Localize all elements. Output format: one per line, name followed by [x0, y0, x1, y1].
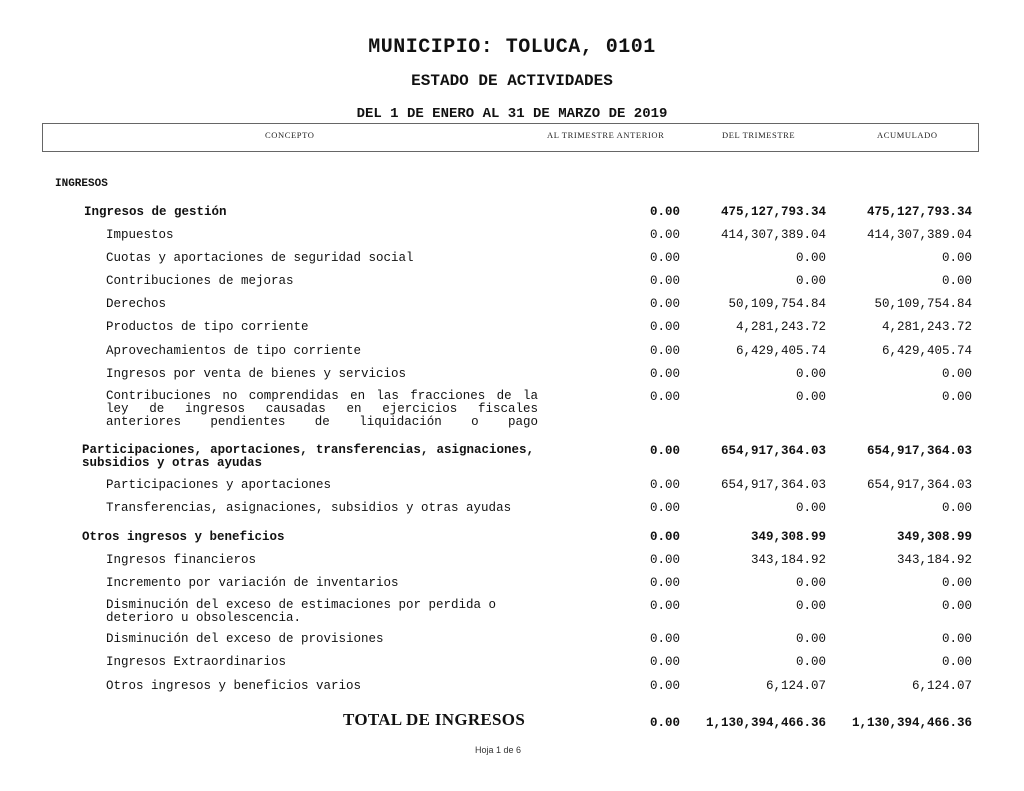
value-trimestre: 6,124.07	[765, 679, 826, 693]
value-acumulado: 475,127,793.34	[866, 205, 972, 219]
row-label: Impuestos	[106, 228, 174, 242]
value-acumulado: 0.00	[941, 599, 972, 613]
value-anterior: 0.00	[649, 228, 680, 242]
value-acumulado: 0.00	[941, 274, 972, 288]
row-label: Incremento por variación de inventarios	[106, 576, 399, 590]
value-anterior: 0.00	[649, 553, 680, 567]
row-label: Contribuciones no comprendidas en las fracciones de la ley de ingresos causadas en ejercicios fiscales anteriores pendientes de liquidación o pago	[106, 389, 538, 429]
total-label: TOTAL DE INGRESOS	[343, 710, 526, 729]
value-trimestre: 475,127,793.34	[720, 205, 826, 219]
value-anterior: 0.00	[649, 297, 680, 311]
value-anterior: 0.00	[649, 478, 680, 492]
row-label: Otros ingresos y beneficios	[82, 530, 285, 544]
report-subtitle: ESTADO DE ACTIVIDADES	[411, 72, 613, 90]
total-anterior: 0.00	[649, 716, 680, 730]
row-label: Ingresos financieros	[106, 553, 257, 567]
value-acumulado: 349,308.99	[896, 530, 972, 544]
value-acumulado: 343,184.92	[896, 553, 972, 567]
row-label: Participaciones y aportaciones	[106, 478, 332, 492]
value-anterior: 0.00	[649, 205, 680, 219]
value-anterior: 0.00	[649, 632, 680, 646]
column-header-box	[42, 123, 979, 152]
value-trimestre: 414,307,389.04	[720, 228, 826, 242]
value-acumulado: 0.00	[941, 390, 972, 404]
value-trimestre: 0.00	[795, 390, 826, 404]
value-trimestre: 0.00	[795, 655, 826, 669]
value-anterior: 0.00	[649, 501, 680, 515]
section-label: INGRESOS	[55, 178, 108, 190]
value-trimestre: 0.00	[795, 599, 826, 613]
row-label: Ingresos de gestión	[84, 205, 227, 219]
value-acumulado: 6,429,405.74	[881, 344, 972, 358]
value-trimestre: 654,917,364.03	[720, 478, 826, 492]
value-trimestre: 50,109,754.84	[728, 297, 826, 311]
value-acumulado: 0.00	[941, 367, 972, 381]
report-period: DEL 1 DE ENERO AL 31 DE MARZO DE 2019	[356, 106, 668, 122]
value-anterior: 0.00	[649, 367, 680, 381]
value-anterior: 0.00	[649, 344, 680, 358]
value-trimestre: 0.00	[795, 251, 826, 265]
value-trimestre: 654,917,364.03	[720, 444, 826, 458]
value-acumulado: 654,917,364.03	[866, 478, 972, 492]
page-number: Hoja 1 de 6	[475, 745, 522, 755]
column-header-trimestre: DEL TRIMESTRE	[722, 130, 796, 140]
total-acumulado: 1,130,394,466.36	[851, 716, 972, 730]
value-trimestre: 349,308.99	[750, 530, 826, 544]
value-trimestre: 6,429,405.74	[735, 344, 826, 358]
value-acumulado: 6,124.07	[911, 679, 972, 693]
value-anterior: 0.00	[649, 320, 680, 334]
column-header-concepto: CONCEPTO	[265, 130, 315, 140]
value-acumulado: 0.00	[941, 501, 972, 515]
value-acumulado: 0.00	[941, 632, 972, 646]
row-label: Transferencias, asignaciones, subsidios y otras ayudas	[106, 501, 512, 515]
column-header-acumulado: ACUMULADO	[877, 130, 938, 140]
value-anterior: 0.00	[649, 444, 680, 458]
value-acumulado: 414,307,389.04	[866, 228, 972, 242]
value-anterior: 0.00	[649, 679, 680, 693]
row-label: Contribuciones de mejoras	[106, 274, 294, 288]
value-anterior: 0.00	[649, 655, 680, 669]
value-acumulado: 0.00	[941, 655, 972, 669]
total-trimestre: 1,130,394,466.36	[705, 716, 826, 730]
value-trimestre: 0.00	[795, 274, 826, 288]
value-acumulado: 0.00	[941, 251, 972, 265]
row-label: Disminución del exceso de estimaciones por perdida o deterioro u obsolescencia.	[106, 598, 497, 625]
value-anterior: 0.00	[649, 251, 680, 265]
row-label: Otros ingresos y beneficios varios	[106, 679, 362, 693]
row-label: Participaciones, aportaciones, transferencias, asignaciones, subsidios y otras ayudas	[82, 443, 534, 470]
value-anterior: 0.00	[649, 599, 680, 613]
value-trimestre: 0.00	[795, 367, 826, 381]
value-trimestre: 0.00	[795, 576, 826, 590]
value-anterior: 0.00	[649, 530, 680, 544]
value-trimestre: 343,184.92	[750, 553, 826, 567]
value-trimestre: 4,281,243.72	[735, 320, 826, 334]
value-anterior: 0.00	[649, 576, 680, 590]
row-label: Cuotas y aportaciones de seguridad social	[106, 251, 414, 265]
value-acumulado: 654,917,364.03	[866, 444, 972, 458]
column-header-anterior: AL TRIMESTRE ANTERIOR	[547, 130, 665, 140]
value-trimestre: 0.00	[795, 501, 826, 515]
value-anterior: 0.00	[649, 390, 680, 404]
value-acumulado: 0.00	[941, 576, 972, 590]
value-trimestre: 0.00	[795, 632, 826, 646]
row-label: Disminución del exceso de provisiones	[106, 632, 384, 646]
report-title: MUNICIPIO: TOLUCA, 0101	[368, 36, 656, 59]
value-anterior: 0.00	[649, 274, 680, 288]
row-label: Aprovechamientos de tipo corriente	[106, 344, 362, 358]
value-acumulado: 50,109,754.84	[874, 297, 972, 311]
value-acumulado: 4,281,243.72	[881, 320, 972, 334]
row-label: Ingresos por venta de bienes y servicios	[106, 367, 407, 381]
row-label: Productos de tipo corriente	[106, 320, 309, 334]
row-label: Derechos	[106, 297, 167, 311]
row-label: Ingresos Extraordinarios	[106, 655, 287, 669]
